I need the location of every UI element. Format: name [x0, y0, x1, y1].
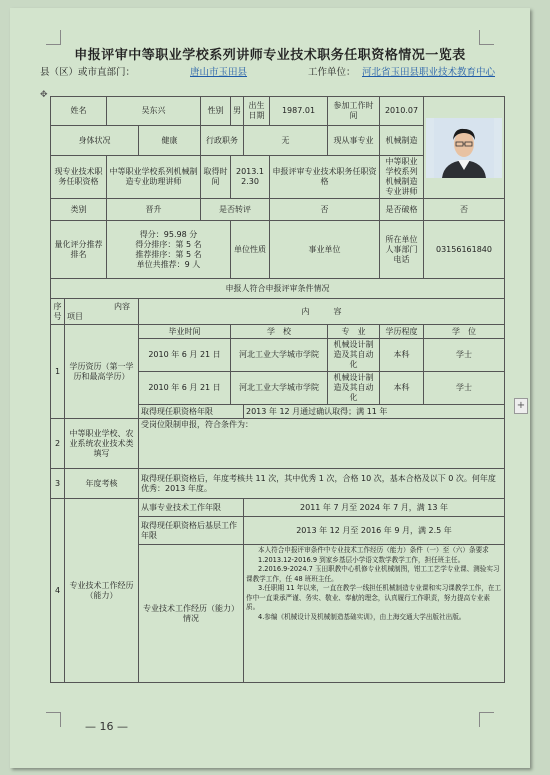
- county-value: 唐山市玉田县: [190, 67, 248, 78]
- edu-header-school: 学 校: [231, 325, 328, 339]
- col-no-header: 序号: [51, 299, 65, 325]
- item-4-years2-label: 取得现任职资格后基层工作年限: [139, 517, 244, 545]
- current-qual-label: 现专业技术职务任职资格: [51, 156, 107, 199]
- item-1-label: 学历资历（第一学历和最高学历）: [65, 325, 139, 419]
- score-line: 推荐排序：第 5 名: [135, 249, 202, 259]
- item-1-no: 1: [51, 325, 65, 419]
- edu-row-2-degree: 学士: [424, 372, 505, 405]
- admin-value: 无: [244, 126, 328, 156]
- county-label: 县（区）或市直部门：: [40, 67, 136, 78]
- edu-header-date: 毕业时间: [139, 325, 231, 339]
- crop-mark-bottom-right: [479, 712, 494, 727]
- item-4-years2-value: 2013 年 12 月至 2016 年 9 月，满 2.5 年: [244, 517, 505, 545]
- col-content-label: 内容: [114, 301, 130, 311]
- admin-label: 行政职务: [201, 126, 244, 156]
- exempt-label: 是否破格: [380, 199, 424, 221]
- name-value: 吴东兴: [107, 97, 201, 126]
- unit-nature-value: 事业单位: [270, 221, 380, 279]
- phone-value: 03156161840: [424, 221, 505, 279]
- unit-value: 河北省玉田县职业技术教育中心: [362, 67, 496, 78]
- edu-row-2-major: 机械设计制造及其自动化: [328, 372, 380, 405]
- page-title: 申报评审中等职业学校系列讲师专业技术职务任职资格情况一览表: [74, 48, 466, 63]
- health-label: 身体状况: [51, 126, 139, 156]
- edu-row-1-degree: 学士: [424, 339, 505, 372]
- apply-label: 申报评审专业技术职务任职资格: [270, 156, 380, 199]
- health-value: 健康: [139, 126, 201, 156]
- item-4-detail-label: 专业技术工作经历（能力）情况: [139, 545, 244, 683]
- trans-label: 是否转评: [201, 199, 270, 221]
- side-expand-button[interactable]: +: [514, 398, 528, 414]
- item-3-label: 年度考核: [65, 469, 139, 499]
- current-major-label: 现从事专业: [328, 126, 380, 156]
- page-number: — 16 —: [85, 720, 128, 733]
- item-2-content: 受岗位限制申报，符合条件为：: [139, 419, 505, 469]
- item-4-no: 4: [51, 499, 65, 683]
- gender-value: 男: [231, 97, 244, 126]
- edu-row-1-date: 2010 年 6 月 21 日: [139, 339, 231, 372]
- col-item-label: 项目: [67, 311, 83, 321]
- crop-mark-top-left: [46, 30, 61, 45]
- obtain-value: 2013.12.30: [231, 156, 270, 199]
- item-2-label: 中等职业学校、农业系统农业技术类填写: [65, 419, 139, 469]
- trans-value: 否: [270, 199, 380, 221]
- item-2-no: 2: [51, 419, 65, 469]
- photo-cell: [424, 97, 505, 199]
- unit-label: 工作单位：: [308, 67, 356, 78]
- table-move-handle-icon[interactable]: ✥: [40, 90, 48, 100]
- obtain-label: 取得时间: [201, 156, 231, 199]
- edu-header-level: 学历程度: [380, 325, 424, 339]
- work-start-value: 2010.07: [380, 97, 424, 126]
- apply-value: 中等职业学校系列机械制造专业讲师: [380, 156, 424, 199]
- birth-value: 1987.01: [270, 97, 328, 126]
- document-page: [10, 8, 530, 768]
- item-4-years1-label: 从事专业技术工作年限: [139, 499, 244, 517]
- item-4-label: 专业技术工作经历（能力）: [65, 499, 139, 683]
- name-label: 姓名: [51, 97, 107, 126]
- edu-row-1-school: 河北工业大学城市学院: [231, 339, 328, 372]
- category-value: 晋升: [107, 199, 201, 221]
- edu-header-degree: 学 位: [424, 325, 505, 339]
- score-values: [107, 221, 231, 279]
- col-detail-header: 内 容: [139, 299, 505, 325]
- current-major-value: 机械制造: [380, 126, 424, 156]
- col-content-item-header: [65, 299, 139, 325]
- item-3-no: 3: [51, 469, 65, 499]
- score-line: 得分排序：第 5 名: [135, 239, 202, 249]
- category-label: 类别: [51, 199, 107, 221]
- score-line: 得分：95.98 分: [139, 229, 198, 239]
- edu-row-2-school: 河北工业大学城市学院: [231, 372, 328, 405]
- current-qual-value: 中等职业学校系列机械制造专业助理讲师: [107, 156, 201, 199]
- item-3-content: 取得现任职资格后，年度考核共 11 次，其中优秀 1 次，合格 10 次，基本合格及以下 0 次。何年度优秀：2013 年度。: [139, 469, 505, 499]
- detail-line: 1.2013.12-2016.9 到家乡基层小学语文数学教学工作，担任班主任。: [258, 555, 465, 564]
- detail-line: 3.任职期 11 年以来，一直在教学一线担任机械制造专业课和实习课教学工作，在工作中一直秉承严谨、务实、敬业、奉献的理念，认真履行工作职责，努力提高专业素质。: [246, 584, 502, 612]
- edu-years-label: 取得现任职资格年限: [139, 405, 244, 419]
- conditions-header: 申报人符合申报评审条件情况: [51, 279, 505, 299]
- exempt-value: 否: [424, 199, 505, 221]
- score-label: 量化评分推荐排名: [51, 221, 107, 279]
- score-line: 单位共推荐：9 人: [136, 259, 201, 269]
- edu-row-2-level: 本科: [380, 372, 424, 405]
- unit-nature-label: 单位性质: [231, 221, 270, 279]
- work-start-label: 参加工作时间: [328, 97, 380, 126]
- edu-row-1-level: 本科: [380, 339, 424, 372]
- crop-mark-bottom-left: [46, 712, 61, 727]
- edu-header-major: 专 业: [328, 325, 380, 339]
- qualification-table: [50, 96, 505, 683]
- edu-row-1-major: 机械设计制造及其自动化: [328, 339, 380, 372]
- crop-mark-top-right: [479, 30, 494, 45]
- edu-years-value: 2013 年 12 月通过确认取得；满 11 年: [244, 405, 505, 419]
- birth-label: 出生日期: [244, 97, 270, 126]
- detail-line: 本人符合申报评审条件中专业技术工作经历（能力）条件（一）至（六）条要求: [258, 546, 489, 554]
- applicant-photo: [426, 118, 502, 178]
- item-4-years1-value: 2011 年 7 月至 2024 年 7 月，满 13 年: [244, 499, 505, 517]
- detail-line: 4.参编《机械设计及机械制造基础实训》，由上海交通大学出版社出版。: [258, 612, 466, 621]
- page-number-value: 16: [99, 720, 114, 733]
- detail-line: 2.2016.9-2024.7 玉田职教中心机修专业机械制图，钳工工艺学专业课、测验实习课教学工作，任 48 班班主任。: [246, 565, 500, 583]
- phone-label: 所在单位人事部门电话: [380, 221, 424, 279]
- gender-label: 性别: [201, 97, 231, 126]
- item-4-detail: [244, 545, 505, 683]
- edu-row-2-date: 2010 年 6 月 21 日: [139, 372, 231, 405]
